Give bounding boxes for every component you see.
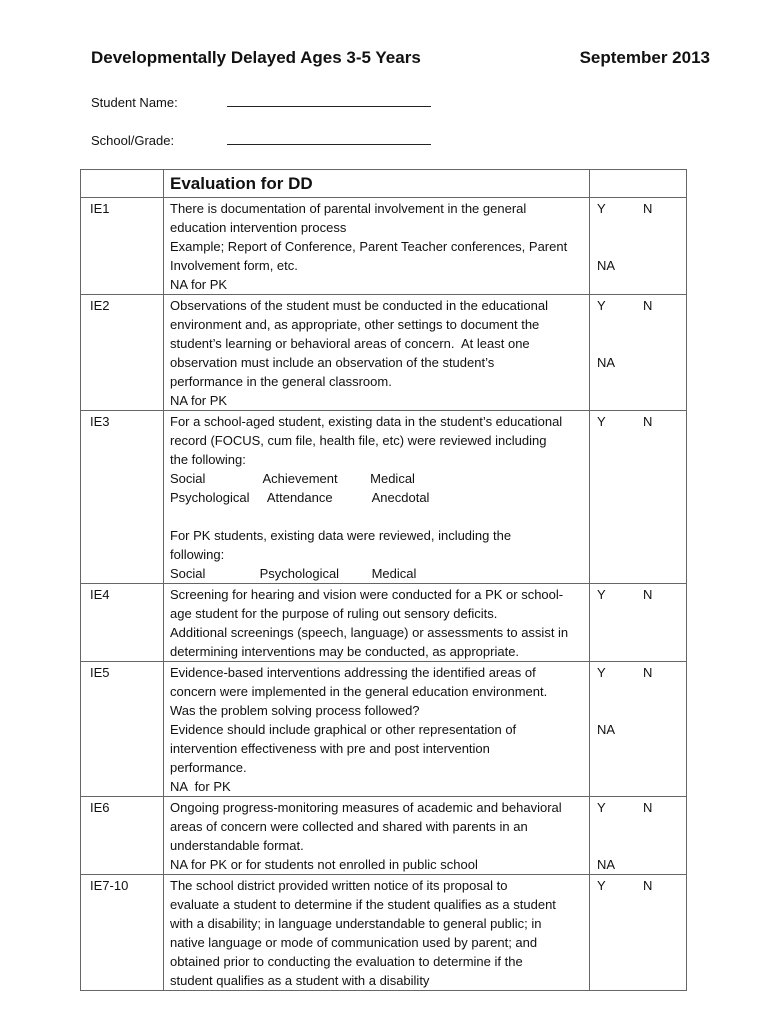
- description-line: environment and, as appropriate, other settings to document the: [170, 317, 540, 332]
- item-description: [164, 295, 590, 411]
- description-line: Observations of the student must be conducted in the educational: [170, 298, 548, 313]
- description-line: For a school-aged student, existing data in the student’s educational: [170, 414, 563, 429]
- description-line: performance.: [170, 760, 247, 775]
- item-id: IE7-10: [81, 875, 164, 991]
- response-cell: [590, 797, 687, 875]
- item-description: [164, 797, 590, 875]
- school-grade-blank[interactable]: [227, 134, 431, 145]
- no-option[interactable]: N: [643, 800, 653, 815]
- table-header-row: [81, 170, 687, 198]
- description-line: Additional screenings (speech, language) or assessments to assist in: [170, 625, 569, 640]
- student-name-blank[interactable]: [227, 96, 431, 107]
- description-line: education intervention process: [170, 220, 347, 235]
- na-option[interactable]: NA: [597, 857, 616, 872]
- document-title: Developmentally Delayed Ages 3-5 Years: [91, 48, 421, 67]
- student-name-row: [91, 95, 431, 110]
- description-line: concern were implemented in the general education environment.: [170, 684, 548, 699]
- yes-option[interactable]: Y: [597, 414, 606, 429]
- description-line: understandable format.: [170, 838, 304, 853]
- table-heading: Evaluation for DD: [164, 170, 590, 198]
- table-row: [81, 875, 687, 991]
- description-line: Involvement form, etc.: [170, 258, 298, 273]
- table-row: [81, 411, 687, 584]
- yes-option[interactable]: Y: [597, 878, 606, 893]
- item-id: IE1: [81, 198, 164, 295]
- yes-option[interactable]: Y: [597, 800, 606, 815]
- item-description: [164, 411, 590, 584]
- description-line: evaluate a student to determine if the student qualifies as a student: [170, 897, 556, 912]
- yes-option[interactable]: Y: [597, 201, 606, 216]
- no-option[interactable]: N: [643, 878, 653, 893]
- table-row: [81, 662, 687, 797]
- no-option[interactable]: N: [643, 414, 653, 429]
- response-cell: [590, 411, 687, 584]
- header-yn-cell: [590, 170, 687, 198]
- table-row: [81, 198, 687, 295]
- document-date: September 2013: [579, 48, 710, 67]
- item-id: IE3: [81, 411, 164, 584]
- yes-option[interactable]: Y: [597, 587, 606, 602]
- no-option[interactable]: N: [643, 201, 653, 216]
- table-row: [81, 584, 687, 662]
- header-id-cell: [81, 170, 164, 198]
- school-grade-label: School/Grade:: [91, 133, 175, 148]
- description-line: NA for PK: [170, 779, 231, 794]
- response-cell: [590, 662, 687, 797]
- description-line: determining interventions may be conducted, as appropriate.: [170, 644, 520, 659]
- description-line: following:: [170, 547, 225, 562]
- item-id: IE2: [81, 295, 164, 411]
- table-row: [81, 295, 687, 411]
- description-line: areas of concern were collected and shared with parents in an: [170, 819, 528, 834]
- description-line: For PK students, existing data were reviewed, including the: [170, 528, 512, 543]
- description-line: Screening for hearing and vision were conducted for a PK or school-: [170, 587, 564, 602]
- response-cell: [590, 875, 687, 991]
- description-line: NA for PK: [170, 277, 228, 292]
- description-line: Social Psychological Medical: [170, 566, 417, 581]
- description-line: native language or mode of communication used by parent; and: [170, 935, 538, 950]
- no-option[interactable]: N: [643, 298, 653, 313]
- description-line: Evidence should include graphical or other representation of: [170, 722, 517, 737]
- item-description: [164, 662, 590, 797]
- description-line: record (FOCUS, cum file, health file, etc) were reviewed including: [170, 433, 547, 448]
- description-line: There is documentation of parental involvement in the general: [170, 201, 527, 216]
- description-line: NA for PK or for students not enrolled in public school: [170, 857, 478, 872]
- response-cell: [590, 295, 687, 411]
- na-option[interactable]: NA: [597, 355, 616, 370]
- item-id: IE5: [81, 662, 164, 797]
- yes-option[interactable]: Y: [597, 298, 606, 313]
- evaluation-table: [80, 169, 687, 991]
- description-line: intervention effectiveness with pre and post intervention: [170, 741, 490, 756]
- description-line: Evidence-based interventions addressing the identified areas of: [170, 665, 536, 680]
- description-line: student’s learning or behavioral areas of concern. At least one: [170, 336, 530, 351]
- no-option[interactable]: N: [643, 587, 653, 602]
- description-line: The school district provided written notice of its proposal to: [170, 878, 508, 893]
- description-line: NA for PK: [170, 393, 228, 408]
- description-line: the following:: [170, 452, 246, 467]
- item-description: [164, 875, 590, 991]
- description-line: age student for the purpose of ruling out sensory deficits.: [170, 606, 498, 621]
- description-line: Was the problem solving process followed?: [170, 703, 420, 718]
- description-line: Ongoing progress-monitoring measures of academic and behavioral: [170, 800, 562, 815]
- description-line: obtained prior to conducting the evaluation to determine if the: [170, 954, 523, 969]
- description-line: student qualifies as a student with a disability: [170, 973, 430, 988]
- response-cell: [590, 198, 687, 295]
- student-name-label: Student Name:: [91, 95, 178, 110]
- description-line: [170, 507, 585, 526]
- description-line: Psychological Attendance Anecdotal: [170, 490, 430, 505]
- description-line: performance in the general classroom.: [170, 374, 392, 389]
- item-description: [164, 198, 590, 295]
- item-id: IE6: [81, 797, 164, 875]
- no-option[interactable]: N: [643, 665, 653, 680]
- description-line: observation must include an observation of the student’s: [170, 355, 495, 370]
- item-description: [164, 584, 590, 662]
- response-cell: [590, 584, 687, 662]
- na-option[interactable]: NA: [597, 722, 616, 737]
- table-row: [81, 797, 687, 875]
- description-line: with a disability; in language understandable to general public; in: [170, 916, 542, 931]
- description-line: Example; Report of Conference, Parent Teacher conferences, Parent: [170, 239, 568, 254]
- description-line: Social Achievement Medical: [170, 471, 415, 486]
- school-grade-row: [91, 133, 431, 148]
- na-option[interactable]: NA: [597, 258, 616, 273]
- item-id: IE4: [81, 584, 164, 662]
- yes-option[interactable]: Y: [597, 665, 606, 680]
